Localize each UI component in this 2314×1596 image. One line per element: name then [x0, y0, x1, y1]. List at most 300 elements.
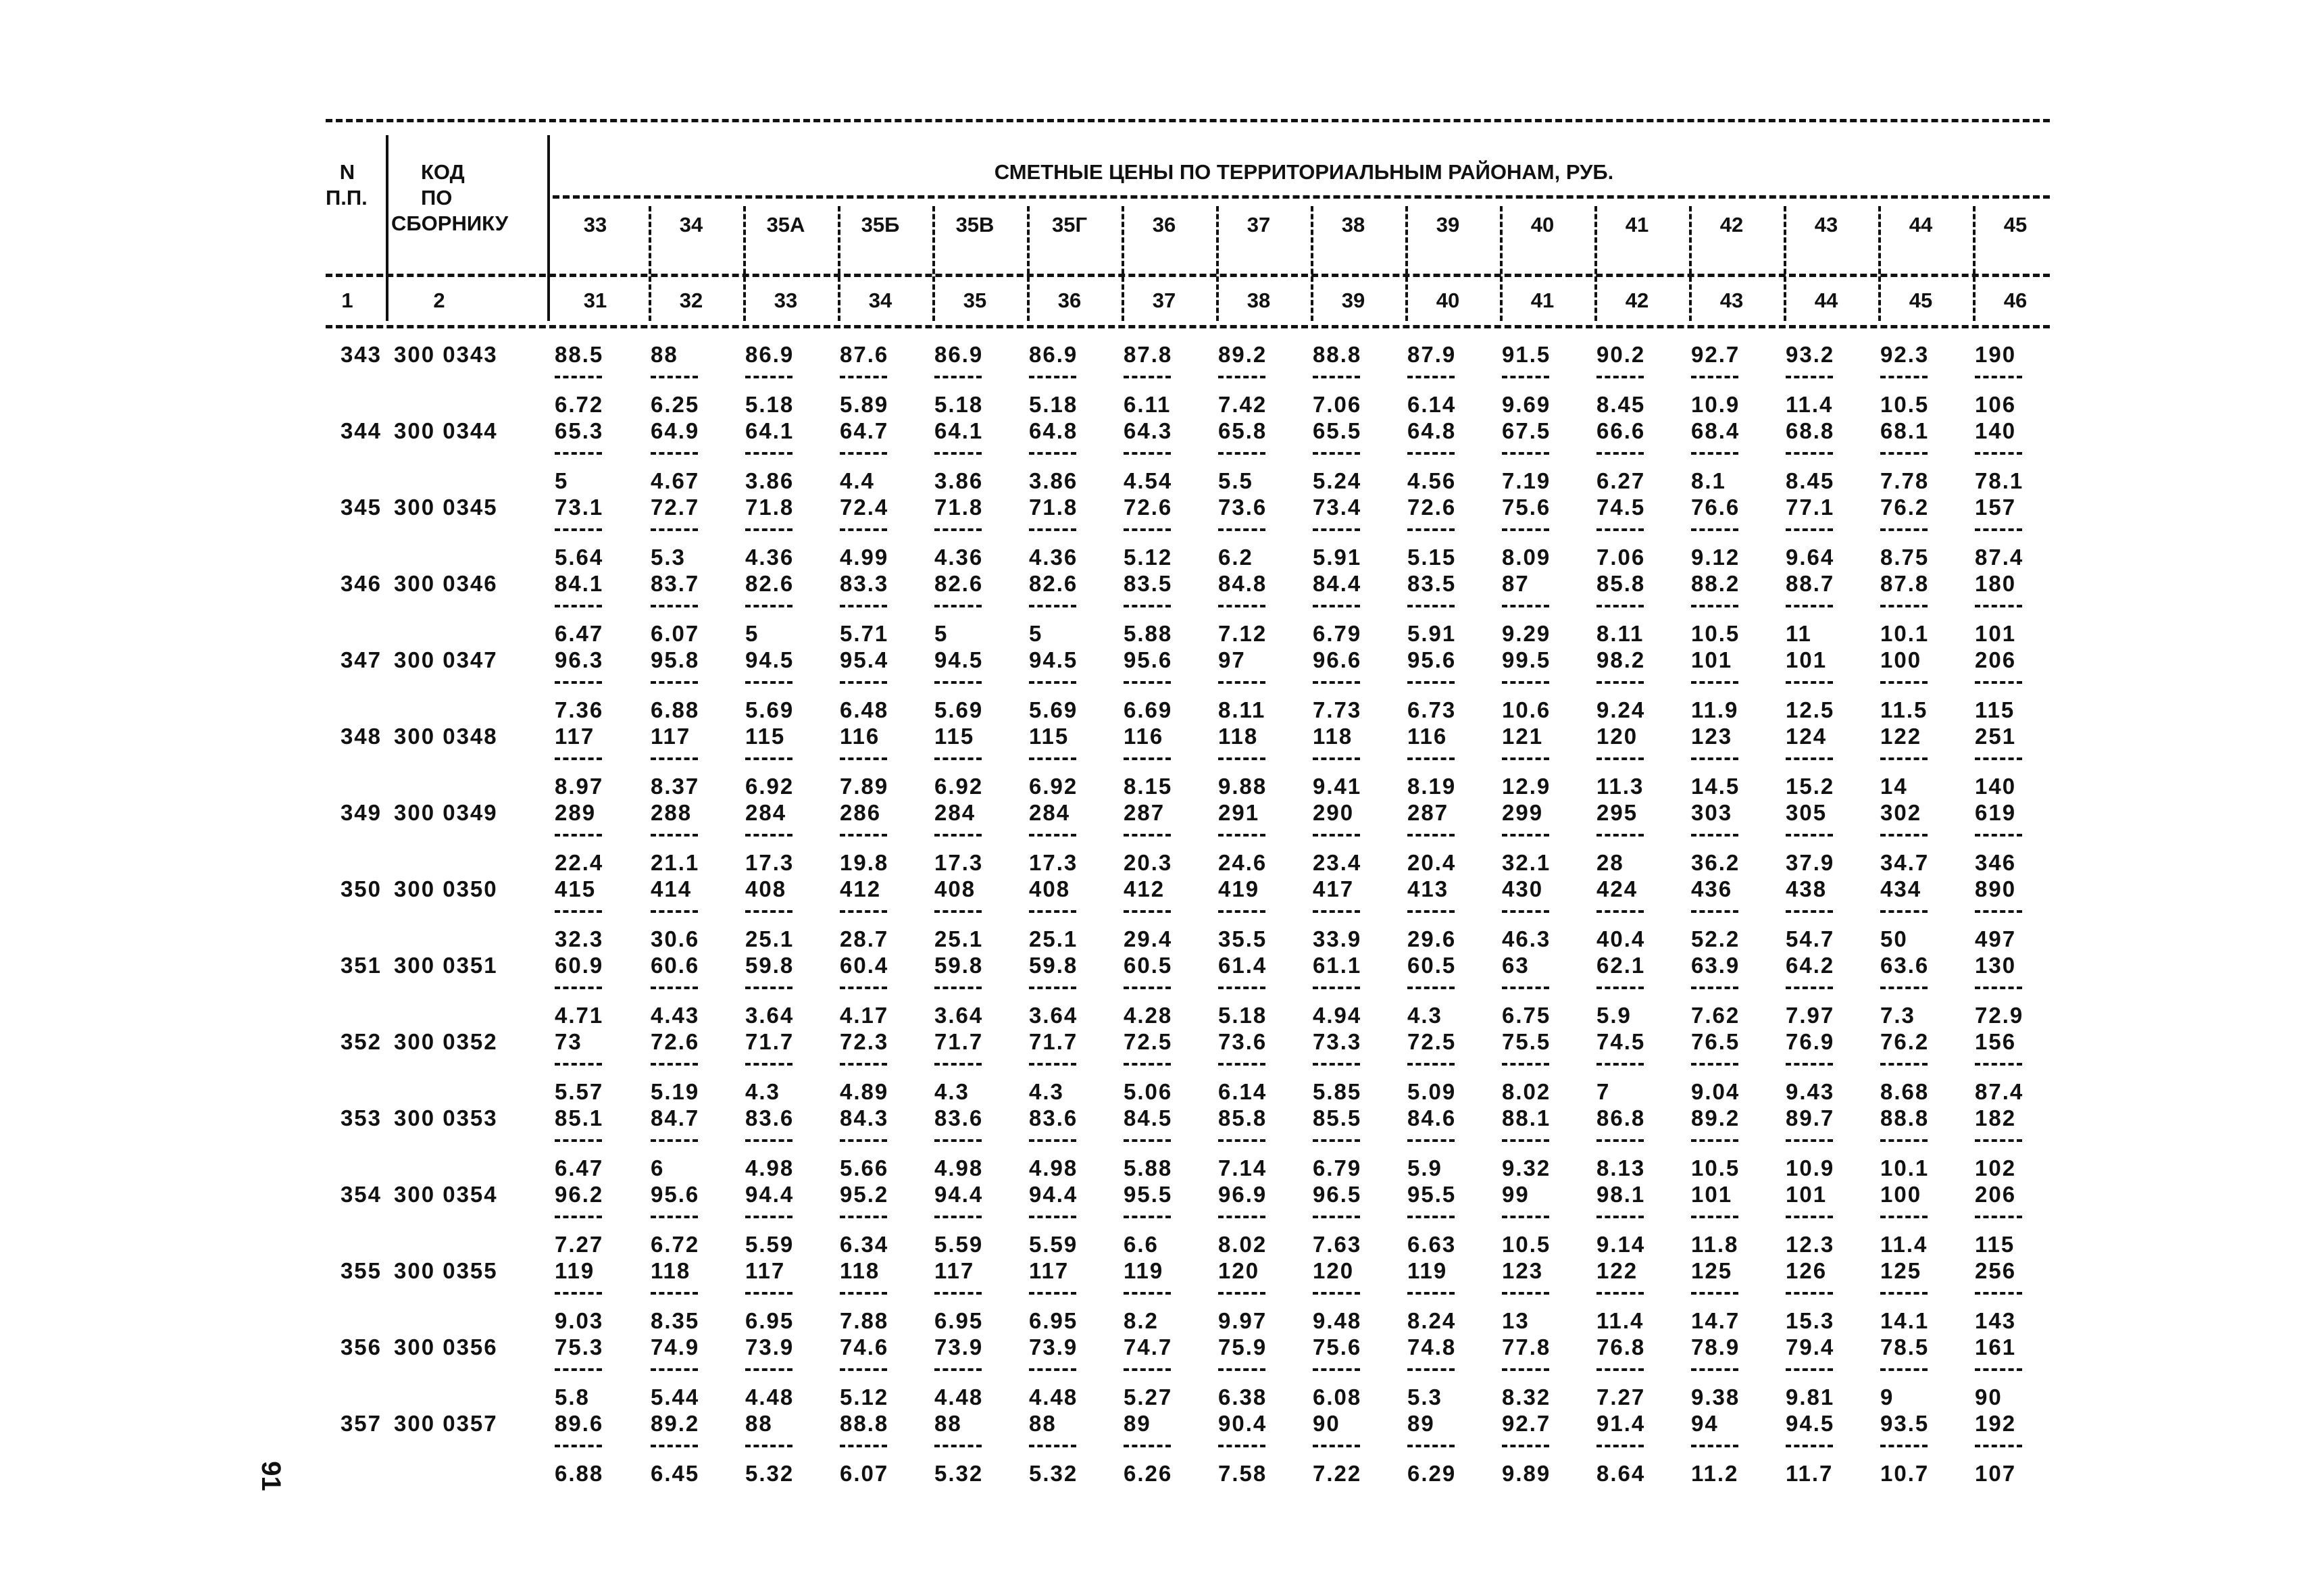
fraction-bar [934, 834, 982, 837]
fraction-bar [1596, 910, 1644, 913]
price-subvalue: 6.26 [1124, 1461, 1173, 1486]
price-value: 206 [1975, 647, 2017, 672]
price-value: 84.7 [651, 1105, 700, 1130]
fraction-bar [555, 1445, 602, 1447]
price-subvalue: 4.48 [1029, 1385, 1078, 1410]
price-value: 96.2 [555, 1182, 604, 1207]
price-subvalue: 10.5 [1691, 1155, 1740, 1180]
price-subvalue: 7.88 [840, 1308, 889, 1333]
fraction-bar [840, 1445, 887, 1447]
column-number: 38 [1247, 289, 1271, 312]
price-subvalue: 10.1 [1880, 621, 1930, 646]
region-header: 41 [1625, 213, 1649, 236]
row-code: 300 0351 [394, 953, 498, 978]
price-value: 161 [1975, 1335, 2017, 1360]
price-value: 288 [651, 800, 693, 825]
column-number: 39 [1341, 289, 1365, 312]
page-number: 91 [255, 1461, 286, 1491]
price-subvalue: 4.89 [840, 1079, 889, 1104]
fraction-bar [1786, 528, 1833, 531]
price-value: 64.7 [840, 418, 889, 443]
price-value: 118 [651, 1258, 691, 1283]
price-subvalue: 4.98 [1029, 1155, 1078, 1180]
price-value: 96.3 [555, 647, 604, 672]
price-subvalue: 5.8 [555, 1385, 590, 1410]
price-subvalue: 143 [1975, 1308, 2017, 1333]
price-subvalue: 37.9 [1786, 850, 1835, 875]
row-number: 355 [340, 1258, 382, 1283]
fraction-bar [555, 605, 602, 607]
price-value: 92.7 [1691, 342, 1740, 367]
price-value: 190 [1975, 342, 2017, 367]
fraction-bar [840, 605, 887, 607]
fraction-bar [1786, 452, 1833, 455]
fraction-bar [1880, 376, 1928, 378]
price-subvalue: 30.6 [651, 926, 700, 951]
price-subvalue: 4.48 [934, 1385, 984, 1410]
fraction-bar [745, 1292, 793, 1295]
price-value: 88.5 [555, 342, 604, 367]
price-value: 100 [1880, 647, 1922, 672]
price-subvalue: 8.35 [651, 1308, 700, 1333]
price-subvalue: 9.97 [1218, 1308, 1267, 1333]
fraction-bar [934, 1063, 982, 1066]
price-value: 76.2 [1880, 495, 1930, 520]
column-number: 41 [1530, 289, 1555, 312]
fraction-bar [934, 376, 982, 378]
price-subvalue: 6.95 [934, 1308, 984, 1333]
price-subvalue: 4.54 [1124, 468, 1173, 493]
fraction-bar [745, 1216, 793, 1218]
price-subvalue: 9.41 [1313, 774, 1362, 799]
region-header: 37 [1247, 213, 1271, 236]
price-value: 88.8 [840, 1411, 889, 1436]
price-value: 72.6 [1407, 495, 1457, 520]
price-subvalue: 8.2 [1124, 1308, 1159, 1333]
header-sub-rule [553, 195, 2050, 199]
price-subvalue: 11.9 [1691, 697, 1739, 722]
fraction-bar [1218, 605, 1265, 607]
fraction-bar [555, 452, 602, 455]
price-subvalue: 7.62 [1691, 1003, 1740, 1028]
price-value: 63.6 [1880, 953, 1930, 978]
region-header: 35В [955, 213, 995, 236]
price-value: 117 [934, 1258, 975, 1283]
price-value: 284 [1029, 800, 1071, 825]
price-subvalue: 7.78 [1880, 468, 1930, 493]
price-value: 117 [555, 724, 595, 749]
fraction-bar [1029, 452, 1076, 455]
price-value: 73.9 [934, 1335, 984, 1360]
price-value: 116 [840, 724, 880, 749]
price-subvalue: 4.94 [1313, 1003, 1362, 1028]
region-separator [1500, 206, 1503, 321]
fraction-bar [1218, 1139, 1265, 1142]
price-value: 95.6 [1124, 647, 1173, 672]
fraction-bar [1313, 528, 1360, 531]
price-value: 74.9 [651, 1335, 700, 1360]
fraction-bar [1218, 376, 1265, 378]
price-value: 299 [1502, 800, 1544, 825]
price-subvalue: 8.15 [1124, 774, 1173, 799]
fraction-bar [1029, 1063, 1076, 1066]
price-subvalue: 6.07 [651, 621, 700, 646]
fraction-bar [745, 910, 793, 913]
price-subvalue: 7.3 [1880, 1003, 1915, 1028]
header-pp: П.П. [326, 186, 368, 209]
price-value: 74.5 [1596, 495, 1646, 520]
row-number: 353 [340, 1105, 382, 1130]
fraction-bar [745, 987, 793, 989]
price-value: 75.6 [1502, 495, 1551, 520]
price-subvalue: 4.3 [745, 1079, 780, 1104]
price-subvalue: 25.1 [745, 926, 795, 951]
fraction-bar [1975, 910, 2022, 913]
price-subvalue: 10.6 [1502, 697, 1551, 722]
column-number: 37 [1152, 289, 1176, 312]
price-subvalue: 7.42 [1218, 392, 1267, 417]
fraction-bar [651, 1139, 698, 1142]
price-subvalue: 11 [1786, 621, 1812, 646]
price-value: 434 [1880, 876, 1922, 901]
header-title: СМЕТНЫЕ ЦЕНЫ ПО ТЕРРИТОРИАЛЬНЫМ РАЙОНАМ, РУБ. [994, 160, 1614, 184]
price-value: 64.2 [1786, 953, 1835, 978]
fraction-bar [1407, 1292, 1455, 1295]
price-value: 76.9 [1786, 1029, 1835, 1054]
fraction-bar [1218, 1063, 1265, 1066]
price-value: 287 [1407, 800, 1449, 825]
fraction-bar [1029, 987, 1076, 989]
fraction-bar [651, 528, 698, 531]
price-subvalue: 54.7 [1786, 926, 1835, 951]
price-subvalue: 5.64 [555, 545, 604, 570]
fraction-bar [1691, 1216, 1738, 1218]
price-value: 83.7 [651, 571, 700, 596]
price-subvalue: 10.9 [1786, 1155, 1835, 1180]
price-subvalue: 5 [1029, 621, 1043, 646]
fraction-bar [1313, 1445, 1360, 1447]
price-subvalue: 5.71 [840, 621, 889, 646]
price-subvalue: 9.81 [1786, 1385, 1835, 1410]
price-value: 86.9 [1029, 342, 1078, 367]
price-value: 284 [934, 800, 976, 825]
price-value: 96.6 [1313, 647, 1362, 672]
price-subvalue: 5.66 [840, 1155, 889, 1180]
price-subvalue: 28 [1596, 850, 1624, 875]
fraction-bar [1502, 605, 1549, 607]
price-value: 61.4 [1218, 953, 1267, 978]
price-value: 89.2 [1691, 1105, 1740, 1130]
price-subvalue: 5.88 [1124, 621, 1173, 646]
price-value: 94.5 [1029, 647, 1078, 672]
fraction-bar [1975, 1063, 2022, 1066]
price-value: 436 [1691, 876, 1733, 901]
fraction-bar [745, 757, 793, 760]
fraction-bar [1313, 605, 1360, 607]
price-value: 121 [1502, 724, 1544, 749]
price-subvalue: 8.19 [1407, 774, 1457, 799]
fraction-bar [840, 910, 887, 913]
fraction-bar [651, 1368, 698, 1371]
fraction-bar [1880, 910, 1928, 913]
price-subvalue: 6.88 [651, 697, 700, 722]
fraction-bar [555, 1063, 602, 1066]
price-subvalue: 7.14 [1218, 1155, 1267, 1180]
fraction-bar [651, 1445, 698, 1447]
price-value: 251 [1975, 724, 2017, 749]
price-subvalue: 8.1 [1691, 468, 1726, 493]
price-value: 89.2 [651, 1411, 700, 1436]
fraction-bar [1407, 1368, 1455, 1371]
price-value: 92.3 [1880, 342, 1930, 367]
price-subvalue: 3.64 [934, 1003, 984, 1028]
price-value: 413 [1407, 876, 1449, 901]
price-subvalue: 8.32 [1502, 1385, 1551, 1410]
price-value: 60.4 [840, 953, 889, 978]
price-subvalue: 32.3 [555, 926, 604, 951]
price-subvalue: 10.1 [1880, 1155, 1930, 1180]
price-value: 60.6 [651, 953, 700, 978]
fraction-bar [1975, 987, 2022, 989]
price-subvalue: 4.48 [745, 1385, 795, 1410]
price-subvalue: 4.98 [745, 1155, 795, 1180]
price-value: 206 [1975, 1182, 2017, 1207]
fraction-bar [555, 910, 602, 913]
price-subvalue: 6.6 [1124, 1232, 1159, 1257]
row-number: 350 [340, 876, 382, 901]
price-subvalue: 115 [1975, 1232, 2015, 1257]
region-header: 35Г [1051, 213, 1088, 236]
price-value: 89 [1407, 1411, 1435, 1436]
price-subvalue: 15.3 [1786, 1308, 1835, 1333]
price-subvalue: 72.9 [1975, 1003, 2024, 1028]
price-value: 415 [555, 876, 597, 901]
price-subvalue: 28.7 [840, 926, 889, 951]
fraction-bar [1786, 1063, 1833, 1066]
price-subvalue: 5.32 [1029, 1461, 1078, 1486]
fraction-bar [1124, 757, 1171, 760]
price-subvalue: 14.7 [1691, 1308, 1740, 1333]
fraction-bar [1502, 1063, 1549, 1066]
price-subvalue: 5.15 [1407, 545, 1457, 570]
fraction-bar [934, 757, 982, 760]
fraction-bar [1975, 528, 2022, 531]
price-subvalue: 8.64 [1596, 1461, 1646, 1486]
fraction-bar [1029, 528, 1076, 531]
fraction-bar [1313, 376, 1360, 378]
price-value: 414 [651, 876, 693, 901]
price-subvalue: 6.92 [1029, 774, 1078, 799]
price-subvalue: 5.32 [934, 1461, 984, 1486]
row-code: 300 0346 [394, 571, 498, 596]
region-header: 33 [583, 213, 607, 236]
price-value: 64.3 [1124, 418, 1173, 443]
price-value: 90 [1313, 1411, 1340, 1436]
price-value: 89 [1124, 1411, 1151, 1436]
price-value: 97 [1218, 647, 1246, 672]
region-separator [1216, 206, 1219, 321]
fraction-bar [745, 834, 793, 837]
price-subvalue: 11.4 [1786, 392, 1834, 417]
price-subvalue: 10.7 [1880, 1461, 1930, 1486]
price-subvalue: 7.19 [1502, 468, 1551, 493]
fraction-bar [1691, 681, 1738, 684]
price-subvalue: 5.44 [651, 1385, 700, 1410]
fraction-bar [1218, 987, 1265, 989]
price-subvalue: 497 [1975, 926, 2017, 951]
price-value: 71.7 [934, 1029, 984, 1054]
price-value: 71.7 [745, 1029, 795, 1054]
price-value: 284 [745, 800, 787, 825]
region-separator [1594, 206, 1597, 321]
price-subvalue: 4.36 [745, 545, 795, 570]
fraction-bar [1691, 1445, 1738, 1447]
price-value: 72.3 [840, 1029, 889, 1054]
fraction-bar [1502, 681, 1549, 684]
fraction-bar [1407, 910, 1455, 913]
fraction-bar [1596, 681, 1644, 684]
price-subvalue: 6.14 [1218, 1079, 1267, 1104]
region-header: 43 [1814, 213, 1838, 236]
price-subvalue: 7 [1596, 1079, 1611, 1104]
price-subvalue: 7.27 [1596, 1385, 1646, 1410]
fraction-bar [934, 1368, 982, 1371]
region-separator [932, 206, 935, 321]
price-value: 73.9 [745, 1335, 795, 1360]
price-value: 87 [1502, 571, 1530, 596]
price-value: 94.4 [1029, 1182, 1078, 1207]
price-value: 73.3 [1313, 1029, 1362, 1054]
price-value: 73.6 [1218, 1029, 1267, 1054]
fraction-bar [1029, 834, 1076, 837]
price-subvalue: 5.85 [1313, 1079, 1362, 1104]
price-subvalue: 5.06 [1124, 1079, 1173, 1104]
price-value: 83.6 [1029, 1105, 1078, 1130]
fraction-bar [1596, 1063, 1644, 1066]
fraction-bar [1407, 834, 1455, 837]
column-number: 40 [1436, 289, 1460, 312]
price-value: 117 [1029, 1258, 1070, 1283]
fraction-bar [934, 910, 982, 913]
fraction-bar [1786, 834, 1833, 837]
price-subvalue: 101 [1975, 621, 2017, 646]
fraction-bar [1786, 1445, 1833, 1447]
fraction-bar [1029, 757, 1076, 760]
fraction-bar [840, 681, 887, 684]
price-subvalue: 23.4 [1313, 850, 1362, 875]
price-subvalue: 3.86 [1029, 468, 1078, 493]
price-value: 98.1 [1596, 1182, 1646, 1207]
fraction-bar [1124, 1445, 1171, 1447]
price-value: 119 [1124, 1258, 1164, 1283]
fraction-bar [1975, 1445, 2022, 1447]
fraction-bar [1502, 1216, 1549, 1218]
price-subvalue: 5.18 [1218, 1003, 1267, 1028]
fraction-bar [1880, 987, 1928, 989]
price-subvalue: 8.45 [1786, 468, 1835, 493]
fraction-bar [1691, 1063, 1738, 1066]
price-subvalue: 5.59 [745, 1232, 795, 1257]
region-header: 42 [1719, 213, 1744, 236]
fraction-bar [1880, 528, 1928, 531]
fraction-bar [1786, 1139, 1833, 1142]
header-vline-regions [547, 203, 550, 321]
fraction-bar [1502, 1368, 1549, 1371]
price-subvalue: 52.2 [1691, 926, 1740, 951]
fraction-bar [1596, 1368, 1644, 1371]
fraction-bar [651, 1216, 698, 1218]
price-value: 76.8 [1596, 1335, 1646, 1360]
fraction-bar [651, 910, 698, 913]
price-subvalue: 8.02 [1502, 1079, 1551, 1104]
price-subvalue: 8.68 [1880, 1079, 1930, 1104]
price-value: 88.8 [1313, 342, 1362, 367]
fraction-bar [1218, 1292, 1265, 1295]
fraction-bar [1029, 1292, 1076, 1295]
fraction-bar [1596, 1292, 1644, 1295]
price-value: 74.5 [1596, 1029, 1646, 1054]
fraction-bar [1502, 376, 1549, 378]
price-value: 59.8 [1029, 953, 1078, 978]
column-number: 2 [433, 289, 445, 312]
fraction-bar [1218, 1368, 1265, 1371]
fraction-bar [1313, 1063, 1360, 1066]
price-value: 302 [1880, 800, 1922, 825]
fraction-bar [1975, 681, 2022, 684]
price-subvalue: 8.13 [1596, 1155, 1646, 1180]
price-value: 88 [745, 1411, 773, 1436]
price-subvalue: 10.5 [1880, 392, 1930, 417]
price-value: 419 [1218, 876, 1260, 901]
fraction-bar [1880, 1292, 1928, 1295]
fraction-bar [555, 1368, 602, 1371]
price-value: 87.6 [840, 342, 889, 367]
column-number: 32 [679, 289, 703, 312]
fraction-bar [1691, 452, 1738, 455]
price-value: 76.6 [1691, 495, 1740, 520]
price-value: 115 [1029, 724, 1070, 749]
price-value: 117 [651, 724, 691, 749]
row-number: 346 [340, 571, 382, 596]
fraction-bar [1124, 1063, 1171, 1066]
price-subvalue: 8.37 [651, 774, 700, 799]
row-number: 354 [340, 1182, 382, 1207]
price-subvalue: 9.32 [1502, 1155, 1551, 1180]
price-value: 75.9 [1218, 1335, 1267, 1360]
region-header: 39 [1436, 213, 1460, 236]
fraction-bar [651, 987, 698, 989]
header-po: ПО [421, 186, 453, 209]
header-n: N [339, 160, 355, 184]
price-value: 62.1 [1596, 953, 1646, 978]
price-value: 71.7 [1029, 1029, 1078, 1054]
price-value: 71.8 [934, 495, 984, 520]
price-subvalue: 33.9 [1313, 926, 1362, 951]
price-subvalue: 4.71 [555, 1003, 604, 1028]
price-subvalue: 8.09 [1502, 545, 1551, 570]
fraction-bar [1691, 834, 1738, 837]
fraction-bar [934, 987, 982, 989]
price-value: 65.8 [1218, 418, 1267, 443]
region-separator [1973, 206, 1976, 321]
price-subvalue: 5.12 [840, 1385, 889, 1410]
price-subvalue: 5.9 [1596, 1003, 1632, 1028]
price-value: 101 [1786, 1182, 1828, 1207]
fraction-bar [1407, 528, 1455, 531]
fraction-bar [1124, 987, 1171, 989]
price-subvalue: 5.27 [1124, 1385, 1173, 1410]
price-value: 75.3 [555, 1335, 604, 1360]
